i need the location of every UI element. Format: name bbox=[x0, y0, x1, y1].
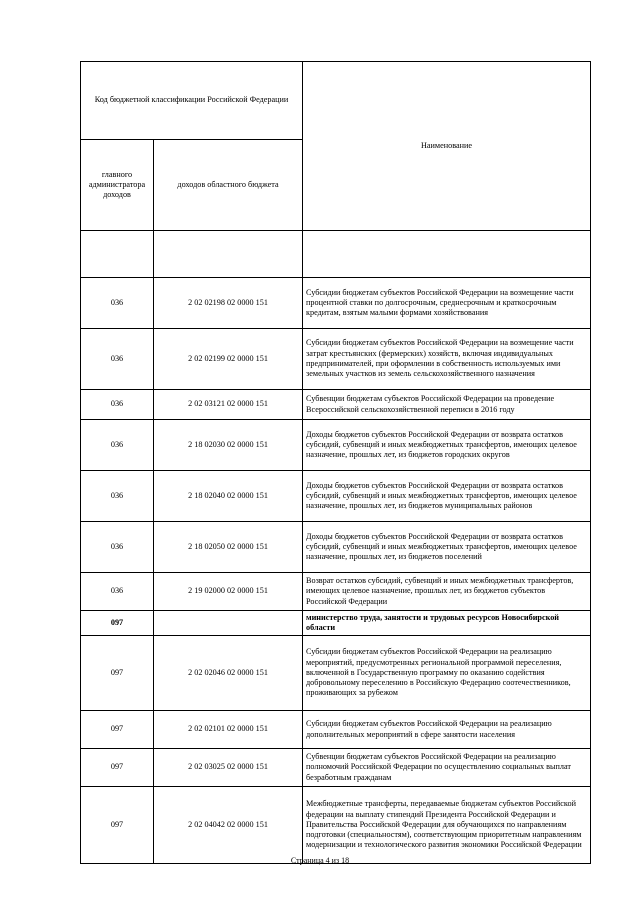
budget-code-cell: 2 02 04042 02 0000 151 bbox=[154, 787, 303, 864]
admin-code-cell: 097 bbox=[81, 787, 154, 864]
admin-code-cell: 097 bbox=[81, 611, 154, 636]
admin-code-cell: 097 bbox=[81, 636, 154, 711]
name-header: Наименование bbox=[303, 62, 591, 231]
budget-code-cell: 2 02 03121 02 0000 151 bbox=[154, 390, 303, 420]
table-row bbox=[81, 636, 591, 711]
table-row bbox=[81, 390, 591, 420]
name-cell: Субсидии бюджетам субъектов Российской Федерации на возмещение части затрат крестьянских (фермерских) хозяйств, включая индивидуальных предпринимателей, при оформлении в собственность используемых ими земельных участков из земель сельскохозяйственного назначения bbox=[303, 329, 591, 390]
table-row bbox=[81, 611, 591, 636]
table-row bbox=[81, 522, 591, 573]
name-cell: Субсидии бюджетам субъектов Российской Федерации на реализацию мероприятий, предусмотренных региональной программой переселения, включенной в Государственную программу по оказанию содействия добровольному переселению в Российскую Федерацию соотечественников, проживающих за рубежом bbox=[303, 636, 591, 711]
budget-code-cell: 2 02 02198 02 0000 151 bbox=[154, 278, 303, 329]
name-cell: Субсидии бюджетам субъектов Российской Федерации на возмещение части процентной ставки по долгосрочным, среднесрочным и краткосрочным кредитам, взятым малыми формами хозяйствования bbox=[303, 278, 591, 329]
name-cell: Доходы бюджетов субъектов Российской Федерации от возврата остатков субсидий, субвенций и иных межбюджетных трансфертов, имеющих целевое назначение, прошлых лет, из бюджетов поселений bbox=[303, 522, 591, 573]
name-cell: Субсидии бюджетам субъектов Российской Федерации на реализацию дополнительных мероприятий в сфере занятости населения bbox=[303, 711, 591, 749]
table-row bbox=[81, 278, 591, 329]
admin-code-cell: 097 bbox=[81, 711, 154, 749]
budget-code-cell bbox=[154, 611, 303, 636]
budget-code-cell: 2 02 03025 02 0000 151 bbox=[154, 749, 303, 787]
budget-code-cell: 2 18 02050 02 0000 151 bbox=[154, 522, 303, 573]
budget-code-cell: 2 02 02199 02 0000 151 bbox=[154, 329, 303, 390]
budget-code-cell: 2 18 02030 02 0000 151 bbox=[154, 420, 303, 471]
table-row bbox=[81, 573, 591, 611]
admin-code-cell: 036 bbox=[81, 471, 154, 522]
table-row bbox=[81, 711, 591, 749]
admin-code-cell: 036 bbox=[81, 420, 154, 471]
admin-header: главного администратора доходов bbox=[81, 140, 154, 231]
admin-code-cell: 036 bbox=[81, 573, 154, 611]
name-cell: Субвенции бюджетам субъектов Российской Федерации на проведение Всероссийской сельскохозяйственной переписи в 2016 году bbox=[303, 390, 591, 420]
budget-classification-table bbox=[80, 61, 591, 864]
table-row bbox=[81, 749, 591, 787]
header-row-1 bbox=[81, 62, 591, 140]
name-cell: Субвенции бюджетам субъектов Российской Федерации на реализацию полномочий Российской Федерации по осуществлению социальных выплат безработным гражданам bbox=[303, 749, 591, 787]
page-number: Страница 4 из 18 bbox=[290, 856, 350, 865]
admin-code-cell: 036 bbox=[81, 329, 154, 390]
admin-code-cell: 036 bbox=[81, 278, 154, 329]
budget-code-cell: 2 19 02000 02 0000 151 bbox=[154, 573, 303, 611]
income-header: доходов областного бюджета bbox=[154, 140, 303, 231]
admin-code-cell: 036 bbox=[81, 522, 154, 573]
spacer-row bbox=[81, 231, 591, 278]
name-cell: Возврат остатков субсидий, субвенций и иных межбюджетных трансфертов, имеющих целевое назначение, прошлых лет, из бюджетов субъектов Российской Федерации bbox=[303, 573, 591, 611]
admin-code-cell: 036 bbox=[81, 390, 154, 420]
table-row bbox=[81, 787, 591, 864]
table-row bbox=[81, 471, 591, 522]
name-cell: Доходы бюджетов субъектов Российской Федерации от возврата остатков субсидий, субвенций и иных межбюджетных трансфертов, имеющих целевое назначение, прошлых лет, из бюджетов городских округов bbox=[303, 420, 591, 471]
admin-code-cell: 097 bbox=[81, 749, 154, 787]
budget-code-cell: 2 02 02046 02 0000 151 bbox=[154, 636, 303, 711]
table-row bbox=[81, 420, 591, 471]
kbk-header: Код бюджетной классификации Российской Федерации bbox=[81, 62, 303, 140]
table-row bbox=[81, 329, 591, 390]
name-cell: министерство труда, занятости и трудовых ресурсов Новосибирской области bbox=[303, 611, 591, 636]
budget-code-cell: 2 02 02101 02 0000 151 bbox=[154, 711, 303, 749]
name-cell: Доходы бюджетов субъектов Российской Федерации от возврата остатков субсидий, субвенций и иных межбюджетных трансфертов, имеющих целевое назначение, прошлых лет, из бюджетов муниципальных районов bbox=[303, 471, 591, 522]
budget-code-cell: 2 18 02040 02 0000 151 bbox=[154, 471, 303, 522]
name-cell: Межбюджетные трансферты, передаваемые бюджетам субъектов Российской федерации на выплату стипендий Президента Российской Федерации и Правительства Российской Федерации для обучающихся по направлениям подготовки (специальностям), соответствующим приоритетным направлениям модернизации и технологического развития экономики Российской Федерации bbox=[303, 787, 591, 864]
